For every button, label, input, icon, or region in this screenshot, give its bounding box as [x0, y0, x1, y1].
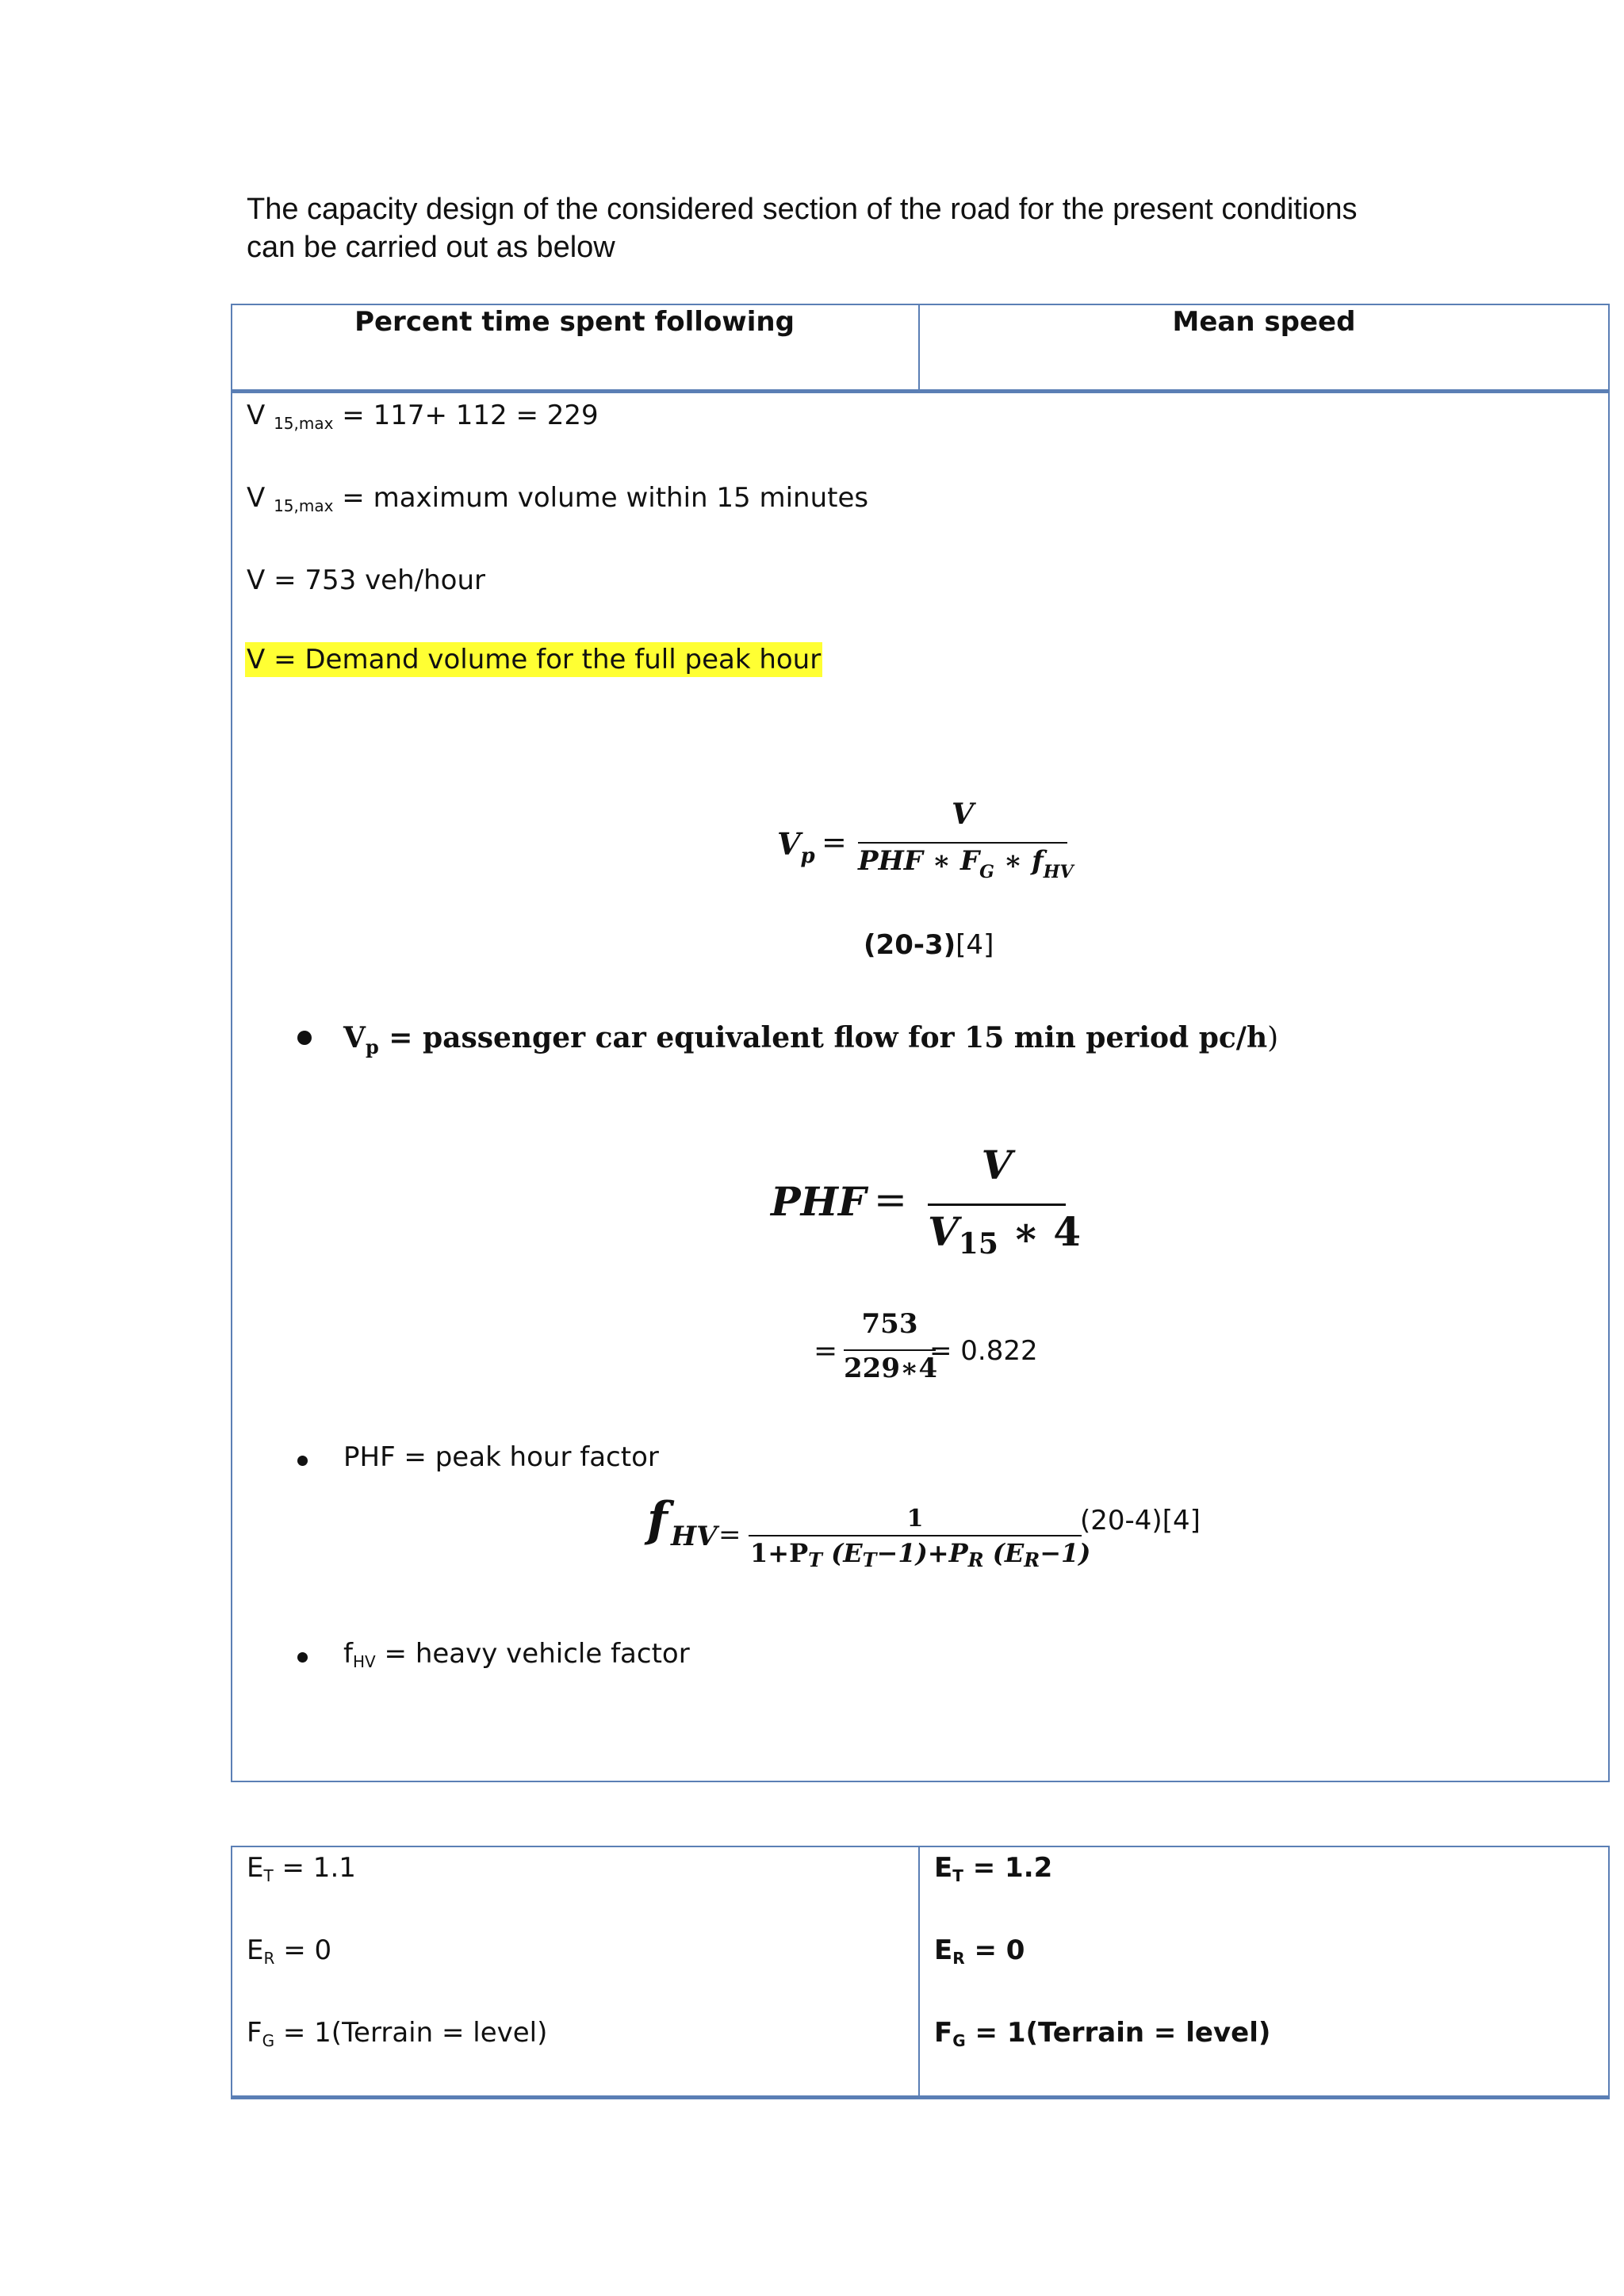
eq3-denominator: 229∗4: [844, 1353, 938, 1384]
v-definition: [245, 644, 822, 675]
eq2-lhs: PHF: [771, 1178, 867, 1225]
eq2-fraction-bar: [928, 1203, 1066, 1206]
intro-paragraph: [247, 190, 1436, 266]
header-mean-speed: Mean speed: [1172, 306, 1356, 338]
header-percent-time-spent-following: Percent time spent following: [354, 306, 795, 338]
table-2-column-divider: [918, 1846, 920, 2098]
eq1-numerator: V: [952, 798, 974, 831]
eq2-denominator: $V_{15}$ ∗ 4: [928, 1208, 1082, 1261]
right-er-value: $E_R = 0$: [934, 1934, 1025, 1968]
v15max-definition: V $_{15,max}$ = maximum volume within 15 minutes: [247, 482, 869, 515]
eq1-denominator: PHF ∗ $F_G$ ∗ $f_{HV}$: [858, 845, 1074, 882]
left-er-value: $E_R = 0$: [247, 1934, 332, 1968]
bullet-fhv-definition: $f_{HV}$ = heavy vehicle factor: [343, 1638, 690, 1671]
table-1-header-rule: [231, 389, 1610, 393]
eq1-lhs: $V_p$: [777, 826, 815, 868]
bullet-vp-definition: $V_p$ = passenger car equivalent flow for 15 min period pc/h): [343, 1021, 1279, 1058]
eq4-lhs-subscript: HV: [671, 1521, 718, 1552]
eq3-equals: =: [814, 1335, 838, 1368]
table-2-bottom-rule: [231, 2095, 1610, 2099]
eq4-numerator: 1: [906, 1505, 924, 1533]
eq3-fraction-bar: [844, 1349, 936, 1351]
eq4-lhs: f: [647, 1492, 668, 1548]
eq4-equals: =: [718, 1519, 741, 1551]
highlighted-text: V = Demand volume for the full peak hour: [247, 644, 822, 675]
eq4-denominator: $1+P_T$ $(E_T-1)+P_R$ $(E_R-1)$: [750, 1538, 1091, 1571]
eq3-numerator: 753: [861, 1308, 918, 1340]
right-et-value: $E_T = 1.2$: [934, 1852, 1053, 1885]
bullet-dot: [297, 1031, 312, 1045]
left-fg-value: $F_G$ = 1(Terrain = level): [247, 2017, 548, 2050]
bullet-dot: [297, 1456, 308, 1466]
eq2-equals: =: [874, 1177, 907, 1223]
right-fg-value: $F_G$ = 1(Terrain = level): [934, 2017, 1271, 2050]
eq3-result: = 0.822: [929, 1335, 1038, 1367]
table-2: [231, 1846, 1610, 2098]
v15max-value: V $_{15,max}$ = 117+ 112 = 229: [247, 400, 599, 433]
eq4-reference: (20-4)[4]: [1080, 1505, 1201, 1536]
eq1-fraction-bar: [858, 842, 1067, 844]
bullet-phf-definition: PHF = peak hour factor: [343, 1441, 659, 1473]
eq4-fraction-bar: [749, 1535, 1082, 1536]
eq1-equals: =: [822, 825, 847, 859]
intro-line-2: can be carried out as below: [247, 231, 615, 264]
eq1-reference: (20-3)[4]: [864, 929, 994, 961]
bullet-dot: [297, 1652, 308, 1663]
intro-line-1: The capacity design of the considered section of the road for the present conditions: [247, 193, 1358, 226]
left-et-value: $E_T = 1.1$: [247, 1852, 356, 1885]
eq2-numerator: V: [981, 1142, 1013, 1188]
v-value: V = 753 veh/hour: [247, 564, 485, 596]
